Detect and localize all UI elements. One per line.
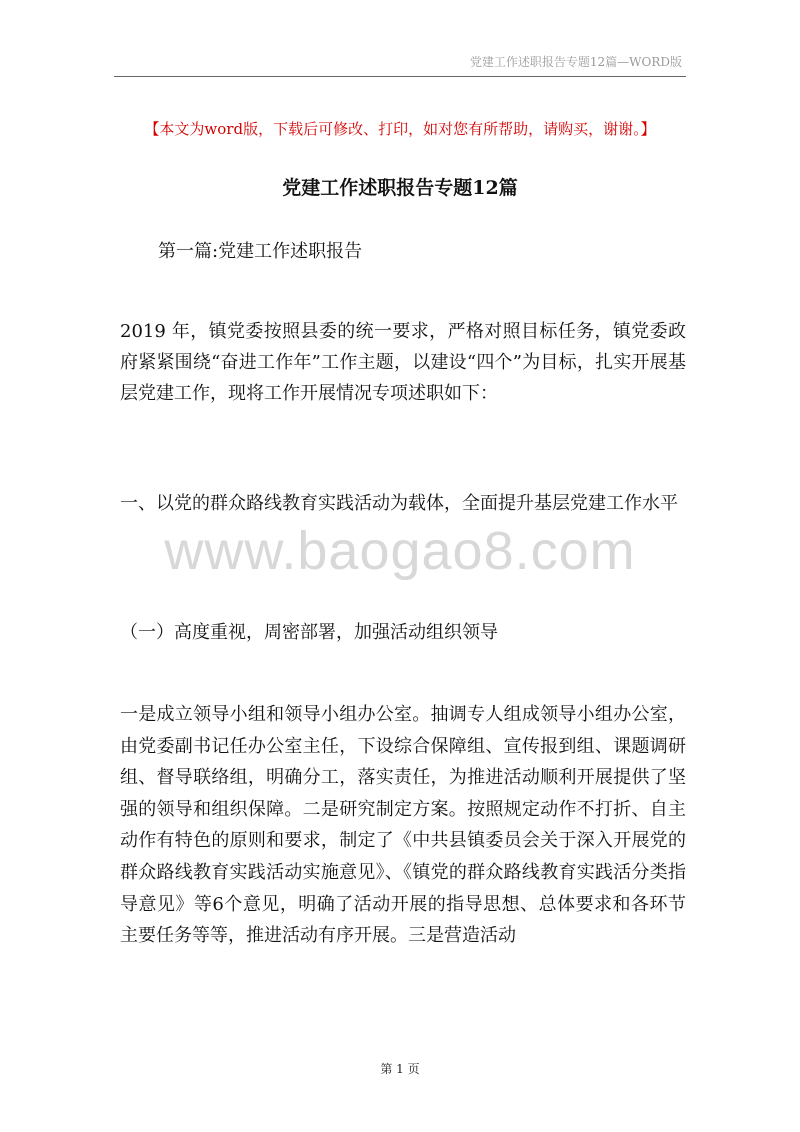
body-paragraph: 一是成立领导小组和领导小组办公室。抽调专人组成领导小组办公室，由党委副书记任办公室主任，下设综合保障组、宣传报到组、课题调研组、督导联络组，明确分工，落实责任，为推进活动顺利开展提供了坚强的领导和组织保障。二是研究制定方案。按照规定动作不打折、自主动作有特色的原则和要求，制定了《中共县镇委员会关于深入开展党的群众路线教育实践活动实施意见》、《镇党的群众路线教育实践活分类指导意见》等6个意见，明确了活动开展的指导思想、总体要求和各环节主要任务等等，推进活动有序开展。三是营造活动 <box>120 704 686 947</box>
document-title: 党建工作述职报告专题12篇 <box>282 177 518 199</box>
chapter-heading: 第一篇:党建工作述职报告 <box>158 241 363 262</box>
header-divider <box>114 76 686 77</box>
subsection-heading: （一）高度重视，周密部署，加强活动组织领导 <box>120 622 498 643</box>
purchase-notice: 【本文为word版，下载后可修改、打印，如对您有所帮助，请购买，谢谢。】 <box>144 120 656 138</box>
page-number: 第 1 页 <box>380 1062 420 1076</box>
intro-paragraph: 2019 年，镇党委按照县委的统一要求，严格对照目标任务，镇党委政府紧紧围绕“奋进工作年”工作主题，以建设“四个”为目标，扎实开展基层党建工作，现将工作开展情况专项述职如下： <box>120 321 686 404</box>
watermark: www.baogao8.com <box>164 521 636 581</box>
running-header: 党建工作述职报告专题12篇—WORD版 <box>469 55 682 69</box>
section-heading: 一、以党的群众路线教育实践活动为载体，全面提升基层党建工作水平 <box>120 493 678 514</box>
